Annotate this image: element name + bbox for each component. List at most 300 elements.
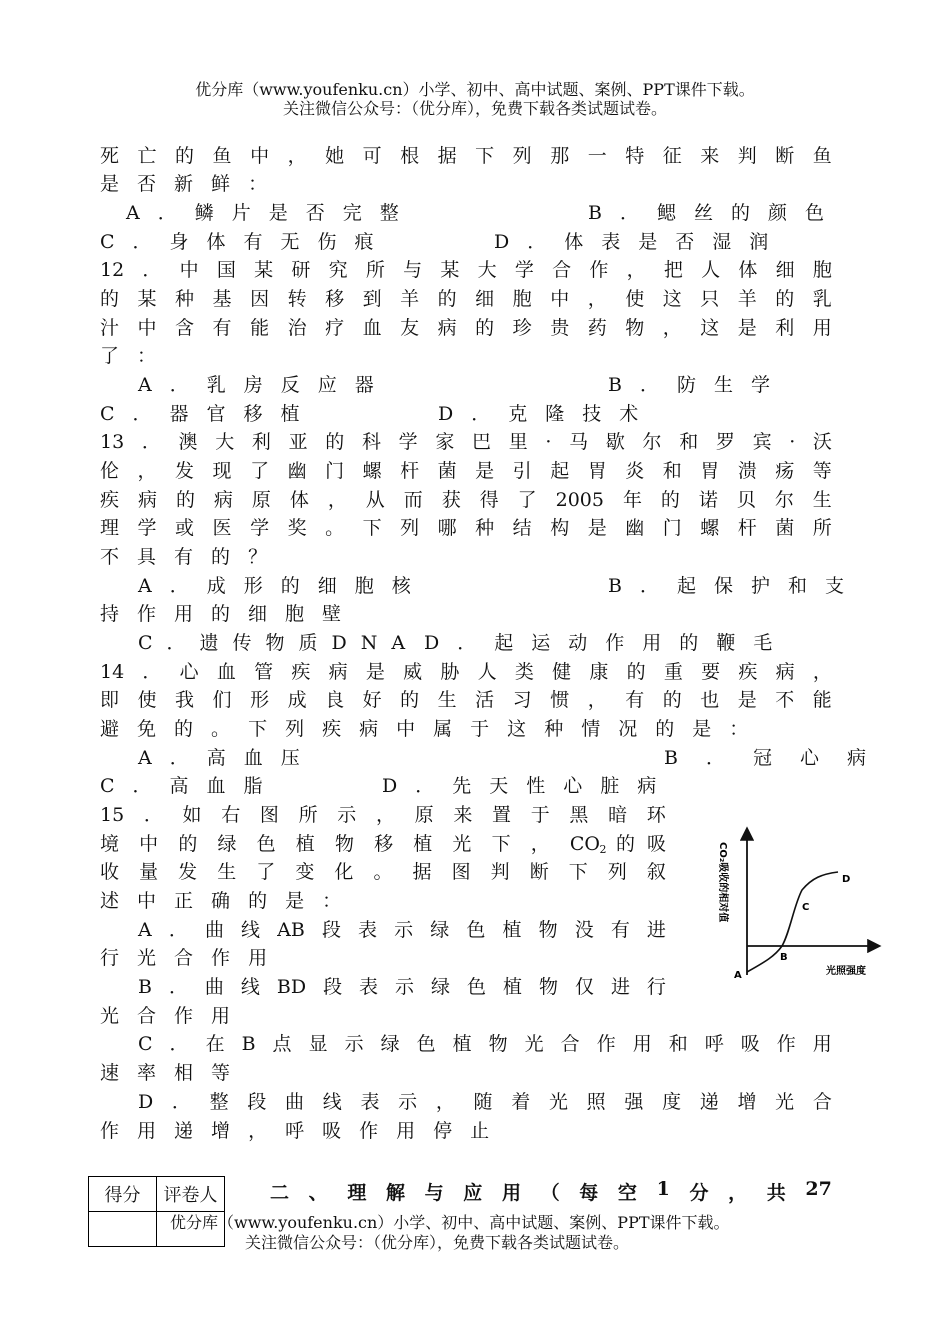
line-token: 二 xyxy=(270,1182,290,1204)
line-token: 作 xyxy=(589,259,609,281)
line-token: ， xyxy=(812,661,832,683)
line-token: 心 xyxy=(179,661,199,683)
line-token: 空 xyxy=(617,1182,637,1204)
line-token: 来 xyxy=(700,145,720,167)
q15-stem-line-3 xyxy=(100,858,666,886)
line-token: 显 xyxy=(308,1033,328,1055)
score-cell[interactable] xyxy=(89,1212,157,1247)
line-token: 学 xyxy=(398,431,418,453)
line-token: 共 xyxy=(766,1182,786,1204)
inline-token: 植 xyxy=(413,833,433,855)
line-token: 示 xyxy=(394,919,414,941)
line-token: 据 xyxy=(412,861,432,883)
line-token: 分 xyxy=(689,1182,709,1204)
line-token: 中 xyxy=(137,317,157,339)
q11-option-c: C．身体有无伤痕 xyxy=(100,231,392,253)
line-token: 溃 xyxy=(737,460,757,482)
line-token: 所 xyxy=(812,517,832,539)
line-token: 植 xyxy=(502,976,522,998)
line-token: 行 xyxy=(100,947,120,969)
line-token: 惯 xyxy=(550,689,570,711)
line-token: 能 xyxy=(812,689,832,711)
line-token: 学 xyxy=(137,517,157,539)
line-token: 度 xyxy=(662,1091,682,1113)
line-token: 大 xyxy=(477,259,497,281)
line-token: 科 xyxy=(361,431,381,453)
line-token: 这 xyxy=(662,288,682,310)
line-token: 停 xyxy=(433,1120,453,1142)
line-token: 把 xyxy=(663,259,683,281)
line-token: 宾 xyxy=(752,431,772,453)
line-token: 呼 xyxy=(285,1120,305,1142)
line-token: 判 xyxy=(490,861,510,883)
line-token: 某 xyxy=(440,259,460,281)
line-token: ： xyxy=(729,718,749,740)
line-token: 随 xyxy=(473,1091,493,1113)
line-token: ． xyxy=(169,1033,189,1055)
line-token: 绿 xyxy=(431,976,451,998)
line-token: 增 xyxy=(737,1091,757,1113)
line-token: 物 xyxy=(538,919,558,941)
line-token: 于 xyxy=(530,804,550,826)
line-token: 的 xyxy=(775,288,795,310)
line-token: 物 xyxy=(625,317,645,339)
line-token: 是 xyxy=(737,317,757,339)
line-token: 整 xyxy=(209,1091,229,1113)
line-token: 13 xyxy=(100,431,125,453)
line-token: 下 xyxy=(475,145,495,167)
inline-token: 的 xyxy=(616,833,636,855)
line-token: 化 xyxy=(334,861,354,883)
co2-curve xyxy=(747,872,838,972)
q15-option-b-line-2 xyxy=(100,1002,832,1030)
line-token: 学 xyxy=(250,517,270,539)
line-token: 所 xyxy=(365,259,385,281)
q15-option-d-line-2 xyxy=(100,1117,832,1145)
line-token: ： xyxy=(322,890,342,912)
line-token: 27 xyxy=(805,1178,832,1200)
line-token: 列 xyxy=(512,145,532,167)
inline-token: CO xyxy=(569,833,600,855)
line-token: 原 xyxy=(414,804,434,826)
inline-token: 色 xyxy=(256,833,276,855)
line-token: 中 xyxy=(137,890,157,912)
line-token: 况 xyxy=(618,718,638,740)
line-token: 哪 xyxy=(437,517,457,539)
line-token: 强 xyxy=(624,1091,644,1113)
line-token: 。 xyxy=(211,718,231,740)
line-token: 中 xyxy=(550,288,570,310)
line-token: 尔 xyxy=(774,489,794,511)
q12-stem-line-4 xyxy=(100,342,832,370)
line-token: 种 xyxy=(175,288,195,310)
line-token: 羊 xyxy=(400,288,420,310)
line-token: ． xyxy=(141,431,161,453)
line-token: 递 xyxy=(699,1091,719,1113)
line-token: 的 xyxy=(325,431,345,453)
line-token: 疾 xyxy=(100,489,120,511)
line-token: 有 xyxy=(212,317,232,339)
line-token: 具 xyxy=(137,546,157,568)
q15-option-d-line-1 xyxy=(138,1088,832,1116)
line-token: 每 xyxy=(579,1182,599,1204)
inline-token: ， xyxy=(530,833,550,855)
line-token: 重 xyxy=(663,661,683,683)
line-token: 段 xyxy=(247,1091,267,1113)
line-token: ： xyxy=(248,173,268,195)
line-token: 绿 xyxy=(430,919,450,941)
line-token: 免 xyxy=(137,718,157,740)
line-token: 结 xyxy=(512,517,532,539)
line-token: 获 xyxy=(441,489,461,511)
line-token: ． xyxy=(168,919,188,941)
graph-x-label: 光照强度 xyxy=(826,966,866,977)
line-token: 医 xyxy=(212,517,232,539)
line-token: 段 xyxy=(321,919,341,941)
line-token: 汁 xyxy=(100,317,120,339)
line-token: 光 xyxy=(100,1005,120,1027)
line-token: 诺 xyxy=(698,489,718,511)
line-token: 国 xyxy=(216,259,236,281)
line-token: 线 xyxy=(322,1091,342,1113)
line-token: 和 xyxy=(668,1033,688,1055)
line-token: ， xyxy=(662,317,682,339)
q15-option-c-line-1 xyxy=(138,1030,832,1058)
line-token: 疾 xyxy=(291,661,311,683)
q15-stem-line-2 xyxy=(100,830,666,858)
line-token: 下 xyxy=(568,861,588,883)
line-token: 尔 xyxy=(642,431,662,453)
q12-stem-line-2 xyxy=(100,285,832,313)
line-token: 珍 xyxy=(512,317,532,339)
line-token: 的 xyxy=(626,661,646,683)
line-token: 使 xyxy=(137,689,157,711)
line-token: 良 xyxy=(325,689,345,711)
site-header-line-1: 优分库（www.youfenku.cn）小学、初中、高中试题、案例、PPT课件下载。 xyxy=(195,80,755,99)
q15-option-a-line-1 xyxy=(138,916,666,944)
line-token: 是 xyxy=(587,517,607,539)
line-token: C xyxy=(138,1033,153,1055)
line-token: 病 xyxy=(775,661,795,683)
line-token: ． xyxy=(142,661,162,683)
line-token: 使 xyxy=(625,288,645,310)
line-token: 种 xyxy=(544,718,564,740)
line-token: 基 xyxy=(212,288,232,310)
line-token: ， xyxy=(137,460,157,482)
line-token: 是 xyxy=(365,661,385,683)
line-token: 用 xyxy=(248,947,268,969)
line-token: 列 xyxy=(400,517,420,539)
line-token: 线 xyxy=(241,919,261,941)
line-token: 她 xyxy=(325,145,345,167)
line-token: 进 xyxy=(610,976,630,998)
line-token: 疡 xyxy=(775,460,795,482)
line-token: 是 xyxy=(100,173,120,195)
line-token: 用 xyxy=(812,317,832,339)
line-token: 不 xyxy=(775,689,795,711)
line-token: 合 xyxy=(560,1033,580,1055)
line-token: 胃 xyxy=(700,460,720,482)
q11-option-d: D．体表是否湿润 xyxy=(494,231,787,253)
line-token: 作 xyxy=(174,1005,194,1027)
line-token: 用 xyxy=(211,1005,231,1027)
co2-subscript: 2 xyxy=(599,843,607,856)
line-token: 因 xyxy=(250,288,270,310)
line-token: ： xyxy=(137,345,157,367)
q11-option-a: A．鳞片是否完整 xyxy=(126,202,417,224)
line-token: ， xyxy=(587,689,607,711)
line-token: 否 xyxy=(137,173,157,195)
line-token: 细 xyxy=(775,259,795,281)
line-token: 贵 xyxy=(550,317,570,339)
line-token: 下 xyxy=(362,517,382,539)
q11-stem-line-2 xyxy=(100,170,832,198)
line-token: BD xyxy=(276,976,307,998)
line-token: 幽 xyxy=(625,517,645,539)
line-token: 细 xyxy=(475,288,495,310)
q12-option-d: D．克隆技术 xyxy=(438,403,657,425)
line-token: 了 xyxy=(250,460,270,482)
q11-option-b: B．鳃丝的颜色 xyxy=(588,202,842,224)
line-token: ． xyxy=(171,1091,191,1113)
q14-stem-line-2 xyxy=(100,686,832,714)
graph-point-a: A xyxy=(734,970,742,981)
q15-stem-line-2-tail xyxy=(616,830,666,858)
line-token: 引 xyxy=(512,460,532,482)
q15-option-c-line-2 xyxy=(100,1059,832,1087)
line-token: 据 xyxy=(437,145,457,167)
line-token: 置 xyxy=(492,804,512,826)
site-footer-line-2: 关注微信公众号：（优分库），免费下载各类试题试卷。 xyxy=(245,1233,630,1252)
line-token: 1 xyxy=(656,1178,670,1200)
section-2-title xyxy=(270,1178,832,1205)
line-token: 的 xyxy=(248,890,268,912)
inline-token: 植 xyxy=(295,833,315,855)
graph-point-c: C xyxy=(802,902,810,913)
line-token: 曲 xyxy=(204,919,224,941)
line-token: 有 xyxy=(174,546,194,568)
line-token: 发 xyxy=(178,861,198,883)
q13-stem-line-5 xyxy=(100,543,832,571)
line-token: 病 xyxy=(328,661,348,683)
line-token: 现 xyxy=(212,460,232,482)
line-token: 伦 xyxy=(100,460,120,482)
line-token: 歇 xyxy=(605,431,625,453)
line-token: 止 xyxy=(470,1120,490,1142)
line-token: 合 xyxy=(174,947,194,969)
line-token: 疾 xyxy=(738,661,758,683)
line-token: 菌 xyxy=(775,517,795,539)
line-token: 血 xyxy=(216,661,236,683)
q14-option-b: B．冠心病 xyxy=(664,747,894,769)
inline-token: 移 xyxy=(374,833,394,855)
line-token: 线 xyxy=(240,976,260,998)
line-token: 与 xyxy=(403,259,423,281)
line-token: 应 xyxy=(463,1182,483,1204)
line-token: ． xyxy=(168,976,188,998)
line-token: 起 xyxy=(550,460,570,482)
line-token: 疾 xyxy=(322,718,342,740)
line-token: 好 xyxy=(362,689,382,711)
line-token: 杆 xyxy=(400,460,420,482)
line-token: 正 xyxy=(174,890,194,912)
line-token: 没 xyxy=(574,919,594,941)
line-token: 量 xyxy=(139,861,159,883)
line-token: 列 xyxy=(285,718,305,740)
line-token: 暗 xyxy=(608,804,628,826)
grader-header: 评卷人 xyxy=(157,1177,225,1212)
graph-point-d: D xyxy=(842,874,851,885)
line-token: 中 xyxy=(396,718,416,740)
line-token: 胁 xyxy=(440,661,460,683)
line-token: 家 xyxy=(435,431,455,453)
line-token: 原 xyxy=(251,489,271,511)
line-token: 变 xyxy=(295,861,315,883)
line-token: 康 xyxy=(589,661,609,683)
line-token: 药 xyxy=(587,317,607,339)
line-token: 而 xyxy=(403,489,423,511)
line-token: 新 xyxy=(174,173,194,195)
line-token: 相 xyxy=(174,1062,194,1084)
line-token: ， xyxy=(728,1182,748,1204)
line-token: 究 xyxy=(328,259,348,281)
line-token: 确 xyxy=(211,890,231,912)
line-token: D xyxy=(138,1091,154,1113)
line-token: 收 xyxy=(100,861,120,883)
line-token: 示 xyxy=(337,804,357,826)
line-token: 着 xyxy=(511,1091,531,1113)
q11-stem-line-1 xyxy=(100,142,832,170)
line-token: 成 xyxy=(287,689,307,711)
line-token: 有 xyxy=(625,689,645,711)
line-token: 理 xyxy=(100,517,120,539)
line-token: 曲 xyxy=(204,976,224,998)
line-token: A xyxy=(138,919,152,941)
line-token: 在 xyxy=(205,1033,225,1055)
line-token: 威 xyxy=(403,661,423,683)
line-token: 利 xyxy=(775,317,795,339)
line-token: 用 xyxy=(396,1120,416,1142)
q14-option-a: A．高血压 xyxy=(138,747,318,769)
q13-stem-line-3 xyxy=(100,486,832,514)
line-token: 从 xyxy=(365,489,385,511)
line-token: 死 xyxy=(100,145,120,167)
line-token: 血 xyxy=(362,317,382,339)
line-token: 12 xyxy=(100,259,125,281)
line-token: 吸 xyxy=(322,1120,342,1142)
line-token: 作 xyxy=(596,1033,616,1055)
line-token: 环 xyxy=(646,804,666,826)
line-token: 表 xyxy=(359,976,379,998)
q12-option-a: A．乳房反应器 xyxy=(138,374,392,396)
line-token: 杆 xyxy=(737,517,757,539)
line-token: 螺 xyxy=(362,460,382,482)
line-token: 色 xyxy=(467,976,487,998)
q13-option-b-cont: 持作用的细胞壁 xyxy=(100,603,360,625)
line-token: 增 xyxy=(211,1120,231,1142)
q15-option-b-line-1 xyxy=(138,973,666,1001)
line-token: 人 xyxy=(701,259,721,281)
graph-y-label: CO₂吸收的相对值 xyxy=(717,842,728,923)
line-token: 马 xyxy=(569,431,589,453)
line-token: 作 xyxy=(359,1120,379,1142)
line-token: 生 xyxy=(217,861,237,883)
line-token: 色 xyxy=(466,919,486,941)
line-token: 15 xyxy=(100,804,125,826)
line-token: 植 xyxy=(502,919,522,941)
line-token: B xyxy=(138,976,152,998)
line-token: 不 xyxy=(100,546,120,568)
q15-stem-line-2-spread xyxy=(100,830,600,858)
q14-option-c: C．高血脂 xyxy=(100,775,281,797)
inline-token: 的 xyxy=(178,833,198,855)
line-token: 色 xyxy=(416,1033,436,1055)
line-token: 某 xyxy=(137,288,157,310)
line-token: 光 xyxy=(548,1091,568,1113)
line-token: 来 xyxy=(453,804,473,826)
line-token: 光 xyxy=(524,1033,544,1055)
line-token: 征 xyxy=(662,145,682,167)
line-token: 表 xyxy=(360,1091,380,1113)
line-token: 含 xyxy=(175,317,195,339)
line-token: 螺 xyxy=(700,517,720,539)
line-token: 治 xyxy=(287,317,307,339)
line-token: ． xyxy=(143,804,163,826)
line-token: 贝 xyxy=(736,489,756,511)
site-footer-line-1: 优分库（www.youfenku.cn）小学、初中、高中试题、案例、PPT课件下载。 xyxy=(170,1213,730,1232)
q13-stem-line-1 xyxy=(100,428,832,456)
line-token: 特 xyxy=(625,145,645,167)
line-token: ． xyxy=(142,259,162,281)
line-token: 的 xyxy=(475,317,495,339)
line-token: 行 xyxy=(646,976,666,998)
q13-stem-line-4 xyxy=(100,514,832,542)
line-token: 病 xyxy=(137,489,157,511)
line-token: 到 xyxy=(362,288,382,310)
line-token: 光 xyxy=(137,947,157,969)
line-token: 呼 xyxy=(704,1033,724,1055)
line-token: 胞 xyxy=(812,259,832,281)
line-token: 中 xyxy=(250,145,270,167)
line-token: 人 xyxy=(477,661,497,683)
inline-token: 绿 xyxy=(217,833,237,855)
line-token: 这 xyxy=(700,317,720,339)
line-token: 示 xyxy=(344,1033,364,1055)
line-token: 胞 xyxy=(512,288,532,310)
line-token: 鱼 xyxy=(812,145,832,167)
line-token: 罗 xyxy=(715,431,735,453)
line-token: 曲 xyxy=(285,1091,305,1113)
line-token: ， xyxy=(435,1091,455,1113)
line-token: 。 xyxy=(373,861,393,883)
line-token: 的 xyxy=(655,718,675,740)
line-token: 利 xyxy=(251,431,271,453)
graph-point-b: B xyxy=(780,952,788,963)
line-token: 仅 xyxy=(574,976,594,998)
line-token: 类 xyxy=(514,661,534,683)
line-token: 幽 xyxy=(287,460,307,482)
line-token: 胃 xyxy=(587,460,607,482)
line-token: 光 xyxy=(775,1091,795,1113)
line-token: 某 xyxy=(254,259,274,281)
inline-token: 中 xyxy=(139,833,159,855)
line-token: 照 xyxy=(586,1091,606,1113)
line-token: 构 xyxy=(550,517,570,539)
line-token: （ xyxy=(540,1182,560,1204)
line-token: 是 xyxy=(692,718,712,740)
line-token: 植 xyxy=(452,1033,472,1055)
inline-token: 物 xyxy=(334,833,354,855)
